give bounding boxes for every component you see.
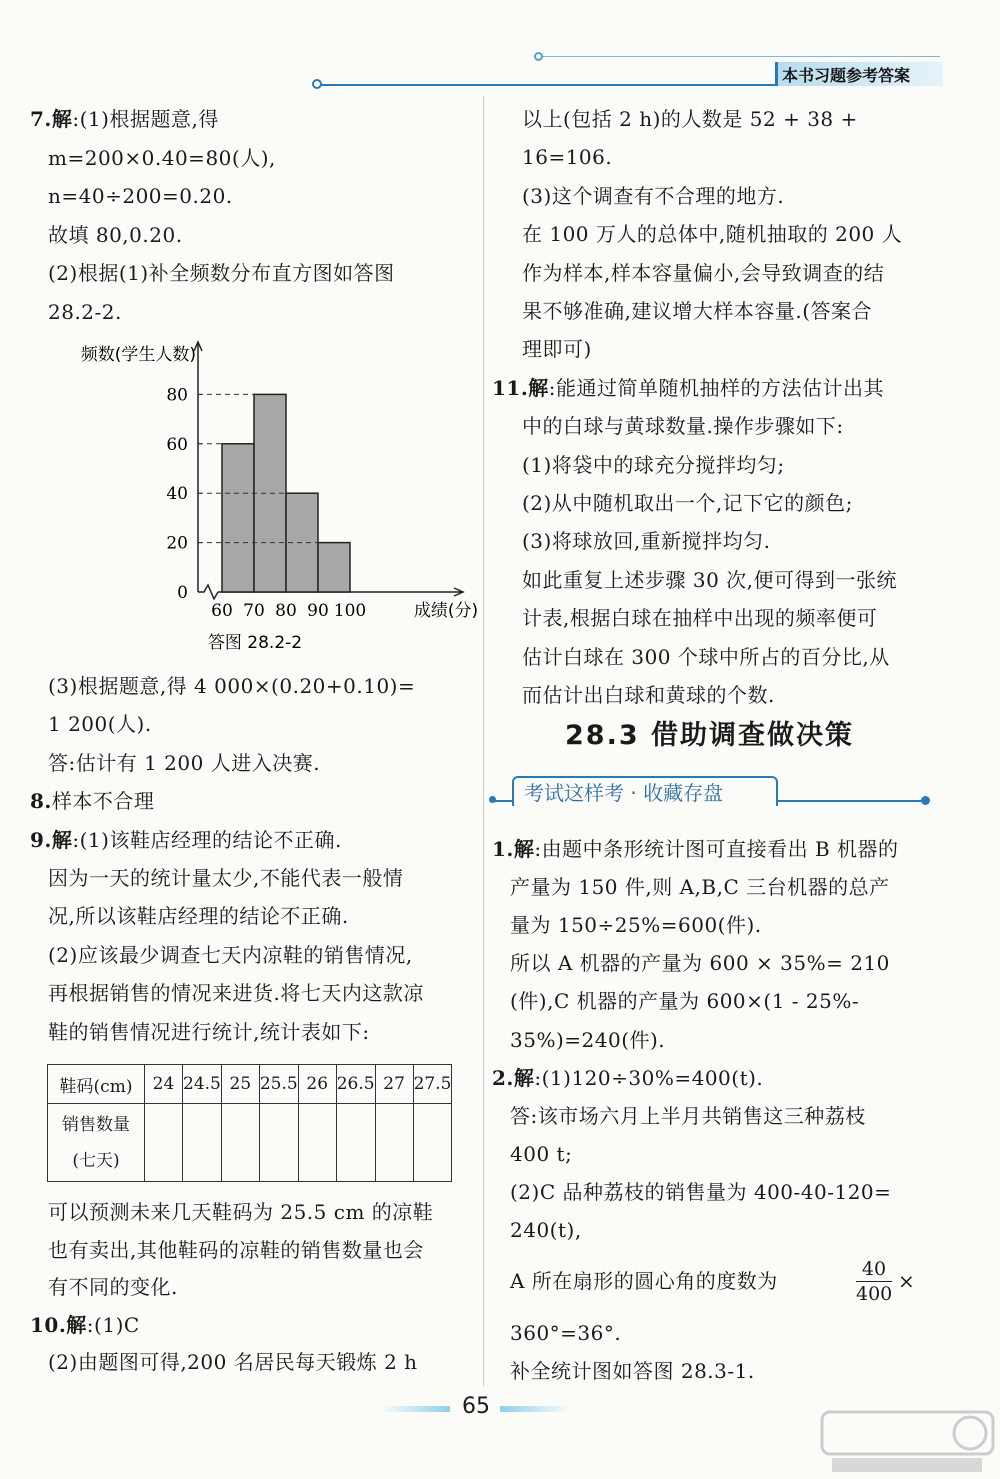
fraction-denominator: 400 [856,1283,893,1305]
table-cell-size: 27 [375,1065,413,1104]
line-text: 作为样本,样本容量偏小,会导致调查的结 [522,260,885,285]
text-line [492,836,899,862]
text-line [522,567,897,593]
line-text: 中的白球与黄球数量.操作步骤如下: [522,414,844,439]
page-number-decoration-right [500,1406,570,1412]
line-text: :由题中条形统计图可直接看出 B 机器的 [534,837,899,861]
question-number: 2.解 [492,1065,535,1090]
line-text: 28.2-2. [48,299,122,324]
fraction-bar [856,1281,892,1282]
line-text: (2)由题图可得,200 名居民每天锻炼 2 h [48,1350,418,1374]
text-line [48,1237,424,1263]
line-text: 如此重复上述步骤 30 次,便可得到一张统 [522,567,898,592]
text-line [522,490,853,516]
line-text: (2)应该最少调查七天内凉鞋的销售情况, [48,942,413,967]
header-dot [312,79,322,89]
text-line [30,106,219,132]
line-text: 鞋的销售情况进行统计,统计表如下: [48,1019,370,1044]
question-number: 9.解 [30,827,73,852]
text-line [48,750,320,776]
shoe-sales-table [47,1064,452,1182]
text-line [48,222,183,248]
text-line [48,903,349,929]
y-axis-label: 频数(学生人数) [80,345,196,365]
text-line [30,1312,140,1338]
fraction-line-suffix: × [898,1269,916,1293]
table-header-quantity-b: (七天) [72,1150,120,1171]
text-line [48,865,403,891]
table-header-quantity [48,1104,145,1182]
text-line [522,106,858,132]
y-tick-label: 40 [166,484,188,505]
table-cell-empty [259,1104,298,1182]
line-text: (3)根据题意,得 4 000×(0.20+0.10)= [48,674,416,698]
text-line [522,144,612,170]
text-line [48,980,424,1006]
question-number: 10.解 [30,1312,87,1337]
line-text: :(1)该鞋店经理的结论不正确. [72,827,342,852]
line-text: 360°=36°. [510,1321,622,1345]
banner-dot-left [489,796,496,803]
fraction-line-prefix: A 所在扇形的圆心角的度数为 [510,1269,778,1293]
watermark-logo [820,1410,995,1475]
line-text: (件),C 机器的产量为 600×(1 - 25%- [510,989,860,1014]
text-line [522,682,775,708]
text-line [48,145,276,171]
x-axis-break [198,585,218,599]
line-text: 答:该市场六月上半月共销售这三种荔枝 [510,1103,866,1128]
line-text: (3)将球放回,重新搅拌均匀. [522,529,771,554]
line-text: 所以 A 机器的产量为 600 × 35%= 210 [510,951,890,976]
line-text: 240(t), [510,1218,582,1242]
histogram-bar [318,543,350,592]
text-line [48,183,233,209]
line-text: 估计白球在 300 个球中所占的百分比,从 [522,644,890,669]
table-header-size: 鞋码(cm) [48,1065,145,1104]
section-title: 28.3 借助调查做决策 [565,720,855,751]
text-line [510,1320,621,1346]
line-text: 而估计出白球和黄球的个数. [522,683,775,707]
line-text: 35%)=240(件). [510,1027,666,1052]
table-cell-size: 24 [145,1065,183,1104]
line-text: 答:估计有 1 200 人进入决赛. [48,750,321,775]
line-text: 产量为 150 件,则 A,B,C 三台机器的总产 [510,875,890,900]
text-line [510,1027,665,1053]
question-number: 11.解 [492,375,549,400]
x-tick-label: 80 [275,601,297,621]
table-cell-size: 24.5 [183,1065,222,1104]
text-line [522,452,785,478]
text-line [510,988,859,1014]
line-text: 再根据销售的情况来进货.将七天内这款凉 [48,981,424,1006]
line-text: 也有卖出,其他鞋码的凉鞋的销售数量也会 [48,1237,424,1262]
line-text: 因为一天的统计量太少,不能代表一般情 [48,866,404,890]
text-line [510,1217,582,1243]
banner-dot-right [921,796,930,805]
line-text: :(1)120÷30%=400(t). [534,1065,764,1090]
text-line [522,183,784,209]
line-text: 况,所以该鞋店经理的结论不正确. [48,904,349,929]
text-line [48,673,415,699]
table-cell-size: 25.5 [259,1065,298,1104]
line-text: (2)从中随机取出一个,记下它的颜色; [522,491,853,515]
text-line [510,1358,755,1384]
text-line [48,1349,418,1375]
line-text: :(1)根据题意,得 [72,107,219,131]
text-line [522,605,877,631]
line-text: 故填 80,0.20. [48,222,183,247]
line-text: 16=106. [522,145,613,170]
x-axis-label: 成绩(分) [413,601,479,621]
table-cell-size: 26 [298,1065,336,1104]
x-tick-label: 60 [211,601,233,621]
table-cell-empty [336,1104,375,1182]
banner-text: 考试这样考 · 收藏存盘 [524,781,724,805]
line-text: (2)根据(1)补全频数分布直方图如答图 [48,261,395,285]
line-text: 有不同的变化. [48,1275,178,1299]
line-text: 理即可) [522,337,592,362]
table-cell-empty [298,1104,336,1182]
header-title: 本书习题参考答案 [782,66,911,85]
table-cell-empty [413,1104,452,1182]
text-line [522,260,884,286]
line-text: :能通过简单随机抽样的方法估计出其 [548,375,885,400]
line-text: 样本不合理 [51,789,155,814]
table-cell-empty [375,1104,413,1182]
table-cell-empty [221,1104,259,1182]
fraction-numerator: 40 [861,1258,887,1280]
line-text: 400 t; [510,1141,573,1166]
text-line [492,1065,763,1091]
text-line [510,874,890,900]
question-number: 8. [30,789,52,814]
line-text: n=40÷200=0.20. [48,184,233,208]
page-number: 65 [462,1394,490,1419]
text-line [510,1103,866,1129]
chart-caption: 答图 28.2-2 [207,633,303,653]
y-tick-label: 20 [166,533,188,554]
text-line [510,1141,572,1167]
text-line [522,413,844,439]
text-line [48,1274,178,1300]
line-text: 可以预测未来几天鞋码为 25.5 cm 的凉鞋 [48,1200,434,1224]
table-cell-size: 25 [221,1065,259,1104]
text-line [48,299,122,325]
line-text: (2)C 品种荔枝的销售量为 400-40-120= [510,1179,892,1204]
text-line [522,298,872,324]
histogram-bar [222,444,254,592]
line-text: 果不够准确,建议增大样本容量.(答案合 [522,299,873,323]
header-top-dot [534,52,543,61]
question-number: 1.解 [492,837,535,861]
table-cell-empty [183,1104,222,1182]
y-tick-label: 80 [166,385,188,406]
table-cell-empty [145,1104,183,1182]
line-text: 1 200(人). [48,712,152,737]
text-line [492,375,884,401]
text-line [48,942,413,968]
question-number: 7.解 [30,107,73,131]
line-text: 补全统计图如答图 28.3-1. [510,1359,755,1383]
header-top-rule [540,56,940,57]
y-tick-label: 0 [177,583,188,603]
column-divider [483,96,484,1386]
text-line [522,221,902,247]
histogram-chart [40,330,480,660]
x-tick-label: 100 [333,601,367,621]
line-text: (3)这个调查有不合理的地方. [522,183,785,208]
page-number-decoration-left [380,1406,450,1412]
text-line [510,912,762,938]
x-tick-label: 70 [243,601,265,621]
text-line [510,1179,891,1205]
text-line [30,827,342,853]
table-cell-size: 27.5 [413,1065,452,1104]
line-text: :(1)C [86,1312,140,1337]
text-line [510,950,890,976]
text-line [30,788,154,814]
fraction [856,1258,892,1305]
text-line [522,644,890,670]
x-tick-label: 90 [307,601,329,621]
text-line [48,260,395,286]
text-line [522,528,771,554]
text-line [48,1199,433,1225]
table-header-quantity-a: 销售数量 [62,1114,130,1135]
line-text: 在 100 万人的总体中,随机抽取的 200 人 [522,222,903,247]
line-text: 量为 150÷25%=600(件). [510,913,762,938]
text-line [522,336,592,362]
line-text: 计表,根据白球在抽样中出现的频率便可 [522,606,878,631]
line-text: m=200×0.40=80(人), [48,145,276,170]
line-text: 以上(包括 2 h)的人数是 52 + 38 + [522,107,858,131]
line-text: (1)将袋中的球充分搅拌均匀; [522,452,785,477]
table-cell-size: 26.5 [336,1065,375,1104]
text-line [48,1019,370,1045]
text-line [48,711,152,737]
y-tick-label: 60 [166,434,188,455]
